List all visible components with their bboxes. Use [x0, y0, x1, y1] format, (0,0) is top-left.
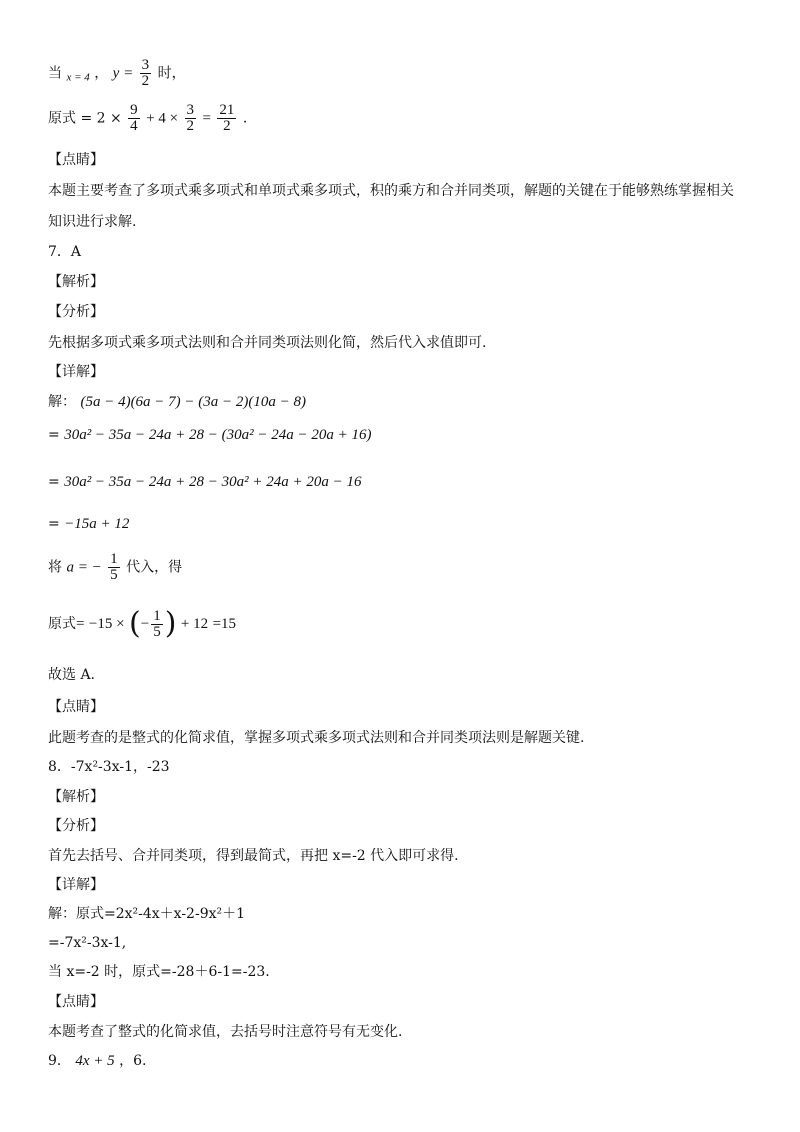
solution-line: 解：原式=2x²-4x＋x-2-9x²＋1: [48, 906, 246, 922]
equation-line: = −15a + 12: [48, 516, 130, 532]
fraction: $\frac{21}{2}$: [219, 102, 235, 134]
left-paren: (: [129, 606, 141, 641]
original-expression-line: [48, 103, 247, 134]
equation: 30a² − 35a − 24a + 28 − 30a² + 24a + 20a − 16: [64, 474, 362, 490]
text: + 4 ×: [146, 110, 179, 127]
condition-line: [48, 58, 186, 89]
fraction: $\frac{9}{4}$: [130, 102, 138, 134]
paragraph: 先根据多项式乘多项式法则和合并同类项法则化简，然后代入求值即可.: [48, 335, 487, 351]
section-heading: 【详解】: [48, 877, 104, 893]
paragraph: 此题考查的是整式的化简求值，掌握多项式乘多项式法则和合并同类项法则是解题关键.: [48, 730, 585, 746]
equation: 30a² − 35a − 24a + 28 − (30a² − 24a − 20a + 16): [64, 427, 372, 443]
section-heading: 【分析】: [48, 818, 104, 834]
section-heading: 【解析】: [48, 274, 104, 290]
paragraph: 故选 A.: [48, 667, 96, 683]
result-line: 原式= −15 × (− $\frac{1}{5}$ ) + 12 =15: [48, 606, 237, 641]
text: ，: [94, 65, 109, 82]
question-answer: 8．-7x²-3x-1，-23: [48, 759, 170, 775]
equation-line: = 30a² − 35a − 24a + 28 − 30a² + 24a + 20a − 16: [48, 474, 362, 490]
equation: −15a + 12: [64, 516, 130, 532]
solution-line: 当 x=-2 时，原式=-28＋6-1=-23.: [48, 964, 270, 980]
text: .: [242, 110, 248, 127]
section-heading: 【点睛】: [48, 994, 104, 1010]
fraction: $\frac{1}{5}$: [110, 551, 118, 583]
question-answer: 7．A: [48, 244, 82, 260]
text: 时，: [157, 65, 186, 82]
fraction: $\frac{1}{5}$: [153, 607, 161, 640]
section-heading: 【分析】: [48, 304, 104, 320]
section-heading: 【详解】: [48, 364, 104, 380]
solution-line: =-7x²-3x-1,: [48, 935, 127, 951]
substitution-line: 将 a = − $\frac{1}{5}$ 代入，得: [48, 551, 183, 583]
text: 当: [48, 65, 62, 82]
x-condition: x = 4: [66, 71, 90, 84]
equation: (5a − 4)(6a − 7) − (3a − 2)(10a − 8): [80, 394, 307, 410]
paragraph: 本题考查了整式的化简求值，去括号时注意符号有无变化.: [48, 1024, 403, 1040]
paragraph: 知识进行求解.: [48, 214, 137, 230]
fraction: $\frac{3}{2}$: [141, 57, 150, 89]
text: =: [202, 110, 211, 127]
paragraph: 首先去括号、合并同类项，得到最简式，再把 x=-2 代入即可求得.: [48, 848, 459, 864]
equation-line: = 30a² − 35a − 24a + 28 − (30a² − 24a − 20a + 16): [48, 427, 372, 443]
text: 原式 = 2 ×: [48, 110, 122, 127]
section-heading: 【点睛】: [48, 152, 104, 168]
equation-line: 解： (5a − 4)(6a − 7) − (3a − 2)(10a − 8): [48, 394, 307, 410]
equation: 4x + 5: [75, 1053, 115, 1069]
question-answer: 9． 4x + 5 ，6.: [48, 1053, 147, 1069]
fraction: $\frac{3}{2}$: [186, 102, 194, 134]
section-heading: 【点睛】: [48, 699, 104, 715]
right-paren: ): [164, 606, 177, 641]
y-var: y =: [112, 65, 134, 82]
paragraph: 本题主要考查了多项式乘多项式和单项式乘多项式，积的乘方和合并同类项，解题的关键在于能够熟练掌握相关: [48, 183, 734, 199]
section-heading: 【解析】: [48, 789, 104, 805]
